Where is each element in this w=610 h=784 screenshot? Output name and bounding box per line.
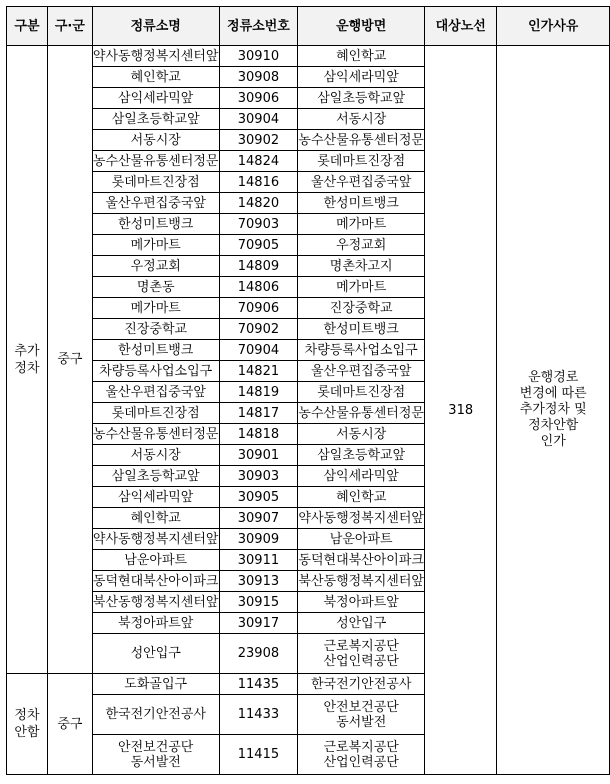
route-change-table: [6, 6, 610, 775]
stop-number-cell: 30908: [219, 67, 298, 88]
direction-cell: 혜인학교: [298, 487, 425, 508]
header-stop-number: 정류소번호: [219, 7, 298, 46]
stop-number-cell: 14818: [219, 424, 298, 445]
stop-number-cell: 30907: [219, 508, 298, 529]
stop-number-cell: 70904: [219, 340, 298, 361]
stop-name-cell: 삼익세라믹앞: [92, 487, 219, 508]
direction-cell: 롯데마트진장점: [298, 151, 425, 172]
stop-number-cell: 30902: [219, 130, 298, 151]
header-stop-name: 정류소명: [92, 7, 219, 46]
stop-name-cell: 롯데마트진장점: [92, 403, 219, 424]
direction-cell: 남운아파트: [298, 529, 425, 550]
direction-cell: 메가마트: [298, 277, 425, 298]
direction-cell: 메가마트: [298, 214, 425, 235]
stop-number-cell: 11435: [219, 674, 298, 695]
stop-number-cell: 14809: [219, 256, 298, 277]
direction-cell: 차량등록사업소입구: [298, 340, 425, 361]
stop-number-cell: 30906: [219, 88, 298, 109]
direction-cell: 한국전기안전공사: [298, 674, 425, 695]
direction-cell: 서동시장: [298, 424, 425, 445]
stop-name-cell: 혜인학교: [92, 508, 219, 529]
direction-cell: 진장중학교: [298, 298, 425, 319]
direction-cell: 동덕현대북산아이파크: [298, 550, 425, 571]
stop-number-cell: 70902: [219, 319, 298, 340]
stop-name-cell: 명촌동: [92, 277, 219, 298]
stop-name-cell: 약사동행정복지센터앞: [92, 529, 219, 550]
stop-number-cell: 30909: [219, 529, 298, 550]
stop-name-cell: 혜인학교: [92, 67, 219, 88]
stop-name-cell: 메가마트: [92, 298, 219, 319]
stop-name-cell: 안전보건공단 동서발전: [92, 735, 219, 775]
stop-name-cell: 삼일초등학교앞: [92, 109, 219, 130]
stop-number-cell: 30915: [219, 592, 298, 613]
stop-name-cell: 도화골입구: [92, 674, 219, 695]
direction-cell: 근로복지공단 산업인력공단: [298, 634, 425, 674]
stop-name-cell: 메가마트: [92, 235, 219, 256]
stop-number-cell: 14816: [219, 172, 298, 193]
direction-cell: 한성미트뱅크: [298, 193, 425, 214]
direction-cell: 서동시장: [298, 109, 425, 130]
stop-name-cell: 한성미트뱅크: [92, 340, 219, 361]
header-district: 구·군: [47, 7, 92, 46]
direction-cell: 근로복지공단 산업인력공단: [298, 735, 425, 775]
stop-name-cell: 울산우편집중국앞: [92, 193, 219, 214]
direction-cell: 삼일초등학교앞: [298, 445, 425, 466]
direction-cell: 한성미트뱅크: [298, 319, 425, 340]
direction-cell: 울산우편집중국앞: [298, 361, 425, 382]
stop-name-cell: 울산우편집중국앞: [92, 382, 219, 403]
header-direction: 운행방면: [298, 7, 425, 46]
stop-name-cell: 농수산물유통센터정문: [92, 151, 219, 172]
table-header: [7, 7, 610, 46]
stop-name-cell: 서동시장: [92, 445, 219, 466]
stop-name-cell: 차량등록사업소입구: [92, 361, 219, 382]
stop-number-cell: 70906: [219, 298, 298, 319]
direction-cell: 혜인학교: [298, 46, 425, 67]
stop-number-cell: 30911: [219, 550, 298, 571]
stop-name-cell: 농수산물유통센터정문: [92, 424, 219, 445]
stop-number-cell: 30903: [219, 466, 298, 487]
stop-name-cell: 서동시장: [92, 130, 219, 151]
district-cell: 중구: [47, 674, 92, 775]
reason-cell: 운행경로 변경에 따른 추가정차 및 정차안함 인가: [497, 46, 610, 775]
direction-cell: 울산우편집중국앞: [298, 172, 425, 193]
stop-number-cell: 11415: [219, 735, 298, 775]
stop-number-cell: 23908: [219, 634, 298, 674]
stop-number-cell: 30913: [219, 571, 298, 592]
direction-cell: 농수산물유통센터정문: [298, 403, 425, 424]
table-row: [7, 46, 610, 67]
stop-number-cell: 70903: [219, 214, 298, 235]
stop-name-cell: 삼익세라믹앞: [92, 88, 219, 109]
direction-cell: 북정아파트앞: [298, 592, 425, 613]
direction-cell: 삼익세라믹앞: [298, 67, 425, 88]
stop-number-cell: 30901: [219, 445, 298, 466]
stop-name-cell: 북정아파트앞: [92, 613, 219, 634]
stop-name-cell: 우정교회: [92, 256, 219, 277]
category-cell: 추가 정차: [7, 46, 48, 674]
stop-number-cell: 14824: [219, 151, 298, 172]
stop-number-cell: 11433: [219, 695, 298, 735]
table-body: [7, 46, 610, 775]
stop-number-cell: 14820: [219, 193, 298, 214]
stop-number-cell: 30910: [219, 46, 298, 67]
direction-cell: 안전보건공단 동서발전: [298, 695, 425, 735]
stop-name-cell: 동덕현대북산아이파크: [92, 571, 219, 592]
direction-cell: 삼익세라믹앞: [298, 466, 425, 487]
stop-name-cell: 약사동행정복지센터앞: [92, 46, 219, 67]
direction-cell: 명촌차고지: [298, 256, 425, 277]
stop-name-cell: 북산동행정복지센터앞: [92, 592, 219, 613]
stop-name-cell: 삼일초등학교앞: [92, 466, 219, 487]
header-row: [7, 7, 610, 46]
header-reason: 인가사유: [497, 7, 610, 46]
stop-number-cell: 14819: [219, 382, 298, 403]
header-target-route: 대상노선: [424, 7, 496, 46]
direction-cell: 우정교회: [298, 235, 425, 256]
direction-cell: 농수산물유통센터정문: [298, 130, 425, 151]
direction-cell: 삼일초등학교앞: [298, 88, 425, 109]
direction-cell: 약사동행정복지센터앞: [298, 508, 425, 529]
direction-cell: 롯데마트진장점: [298, 382, 425, 403]
stop-name-cell: 롯데마트진장점: [92, 172, 219, 193]
stop-number-cell: 14821: [219, 361, 298, 382]
stop-name-cell: 한국전기안전공사: [92, 695, 219, 735]
stop-number-cell: 30905: [219, 487, 298, 508]
target-route-cell: 318: [424, 46, 496, 775]
stop-name-cell: 한성미트뱅크: [92, 214, 219, 235]
stop-name-cell: 남운아파트: [92, 550, 219, 571]
stop-name-cell: 진장중학교: [92, 319, 219, 340]
direction-cell: 성안입구: [298, 613, 425, 634]
direction-cell: 북산동행정복지센터앞: [298, 571, 425, 592]
stop-number-cell: 14817: [219, 403, 298, 424]
district-cell: 중구: [47, 46, 92, 674]
stop-name-cell: 성안입구: [92, 634, 219, 674]
header-category: 구분: [7, 7, 48, 46]
stop-number-cell: 14806: [219, 277, 298, 298]
category-cell: 정차 안함: [7, 674, 48, 775]
stop-number-cell: 30917: [219, 613, 298, 634]
stop-number-cell: 70905: [219, 235, 298, 256]
stop-number-cell: 30904: [219, 109, 298, 130]
